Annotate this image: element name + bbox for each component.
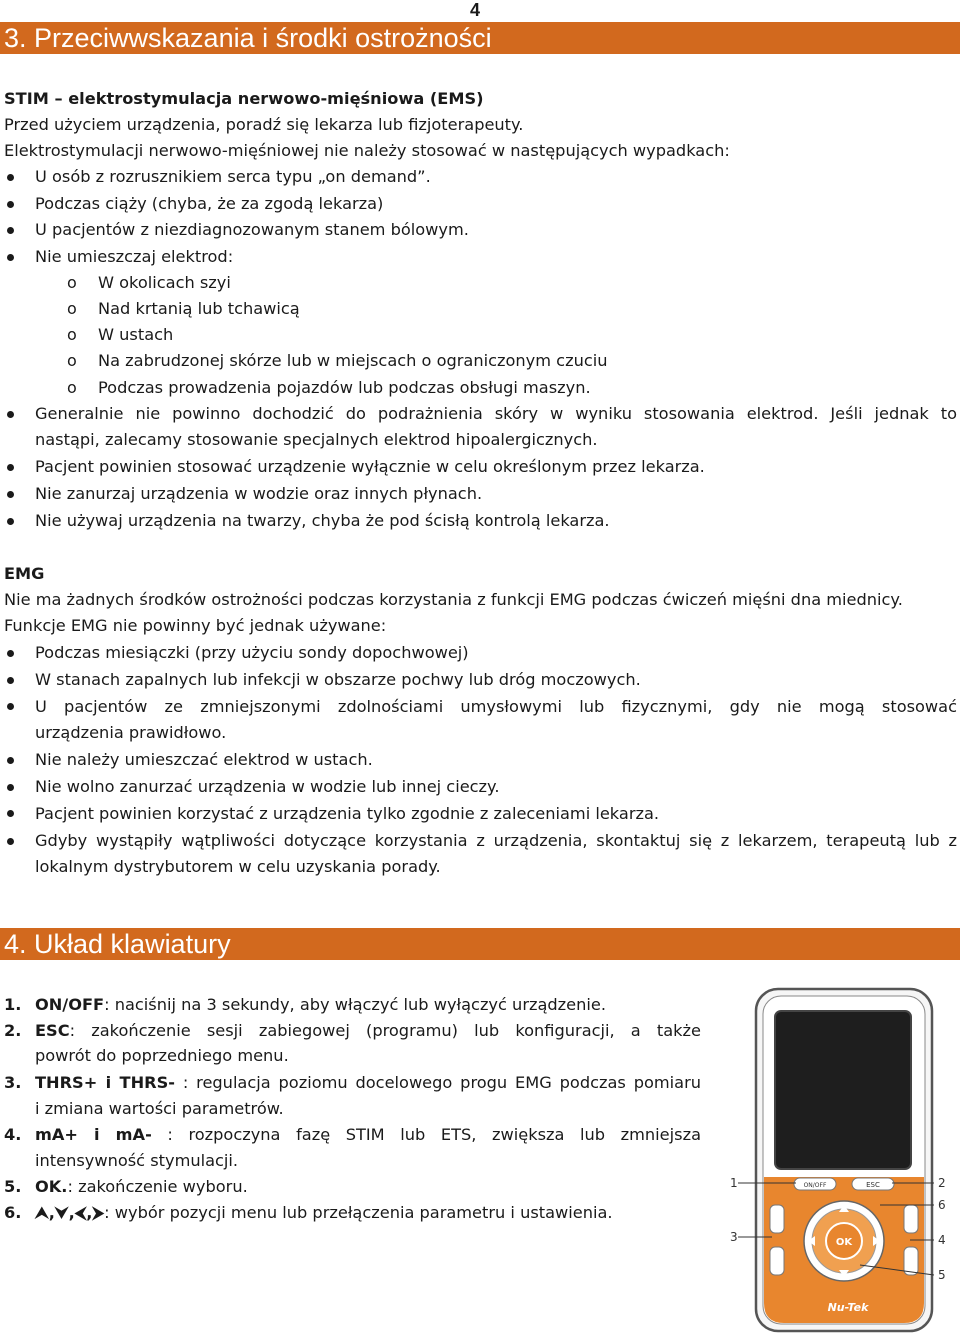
bullet-dot — [7, 757, 14, 764]
device-illustration — [720, 985, 960, 1334]
callout-number: 1 — [730, 1176, 738, 1190]
key-item-number: 3. — [4, 1073, 22, 1092]
emg-bullet-6: Pacjent powinien korzystać z urządzenia tylko zgodnie z zaleceniami lekarza. — [35, 804, 660, 823]
key-item-number: 2. — [4, 1021, 22, 1040]
stim-bullet-5-line2: nastąpi, zalecamy stosowanie specjalnych elektrod hipoalergicznych. — [35, 430, 598, 449]
emg-bullet-3-line1: U pacjentów ze zmniejszonymi zdolnościami umysłowymi lub fizycznymi, gdy nie mogą stosować — [35, 697, 957, 716]
callout-number: 6 — [938, 1198, 946, 1212]
key-item-5 — [35, 1177, 248, 1197]
key-desc: : wybór pozycji menu lub przełączenia parametru i ustawienia. — [104, 1203, 613, 1222]
bullet-dot — [7, 677, 14, 684]
bullet-dot — [7, 254, 14, 261]
key-desc: : zakończenie sesji zabiegowej (programu) lub konfiguracji, a także — [69, 1021, 701, 1040]
bullet-dot — [7, 411, 14, 418]
bullet-dot — [7, 650, 14, 657]
emg-intro-1: Nie ma żadnych środków ostrożności podczas korzystania z funkcji EMG podczas ćwiczeń mięśni dna miednicy. — [4, 590, 903, 609]
key-name: ESC — [35, 1021, 70, 1040]
callout-number: 2 — [938, 1176, 946, 1190]
key-item-3 — [35, 1073, 701, 1093]
sub-bullet-2: Nad krtanią lub tchawicą — [98, 299, 300, 318]
key-name: THRS+ i THRS- — [35, 1073, 175, 1092]
emg-bullet-3-line2: urządzenia prawidłowo. — [35, 723, 227, 742]
emg-bullet-5: Nie wolno zanurzać urządzenia w wodzie lub innej cieczy. — [35, 777, 500, 796]
bullet-dot — [7, 838, 14, 845]
sub-bullet-3: W ustach — [98, 325, 174, 344]
key-item-2 — [35, 1021, 701, 1041]
section-3-title: 3. Przeciwwskazania i środki ostrożności — [0, 22, 960, 54]
stim-intro-2: Elektrostymulacji nerwowo-mięśniowej nie należy stosować w następujących wypadkach: — [4, 141, 730, 160]
stim-bullet-4: Nie umieszczaj elektrod: — [35, 247, 234, 266]
bullet-dot — [7, 174, 14, 181]
circle-bullet: o — [67, 325, 77, 344]
bullet-dot — [7, 464, 14, 471]
circle-bullet: o — [67, 351, 77, 370]
esc-button-label: ESC — [866, 1181, 880, 1189]
key-name: ⮝,⮟,⮜,⮞ — [35, 1203, 105, 1222]
callout-number: 4 — [938, 1233, 946, 1247]
bullet-dot — [7, 227, 14, 234]
sub-bullet-1: W okolicach szyi — [98, 273, 231, 292]
stim-bullet-7: Nie zanurzaj urządzenia w wodzie oraz innych płynach. — [35, 484, 483, 503]
key-name: ON/OFF — [35, 995, 105, 1014]
sub-bullet-4: Na zabrudzonej skórze lub w miejscach o ograniczonym czuciu — [98, 351, 608, 370]
circle-bullet: o — [67, 299, 77, 318]
page-number: 4 — [470, 0, 481, 20]
device-screen — [775, 1011, 911, 1169]
emg-bullet-7-line2: lokalnym dystrybutorem w celu uzyskania porady. — [35, 857, 441, 876]
key-item-4-line2: intensywność stymulacji. — [35, 1151, 239, 1170]
onoff-button-label: ON/OFF — [803, 1182, 827, 1189]
stim-bullet-3: U pacjentów z niezdiagnozowanym stanem bólowym. — [35, 220, 469, 239]
key-desc: : zakończenie wyboru. — [67, 1177, 248, 1196]
thrs-minus-button — [770, 1247, 784, 1275]
circle-bullet: o — [67, 378, 77, 397]
ma-plus-button — [904, 1205, 918, 1233]
key-item-number: 6. — [4, 1203, 22, 1222]
key-item-1 — [35, 995, 606, 1015]
callout-number: 5 — [938, 1268, 946, 1282]
bullet-dot — [7, 518, 14, 525]
emg-bullet-7-line1: Gdyby wystąpiły wątpliwości dotyczące korzystania z urządzenia, skontaktuj się z lekarzem, terapeutą lub z — [35, 831, 957, 850]
emg-heading: EMG — [4, 564, 45, 583]
section-4-title: 4. Układ klawiatury — [0, 928, 960, 960]
emg-bullet-2: W stanach zapalnych lub infekcji w obszarze pochwy lub dróg moczowych. — [35, 670, 641, 689]
bullet-dot — [7, 810, 14, 817]
sub-bullet-5: Podczas prowadzenia pojazdów lub podczas obsługi maszyn. — [98, 378, 591, 397]
bullet-dot — [7, 491, 14, 498]
stim-bullet-5-line1: Generalnie nie powinno dochodzić do podrażnienia skóry w wyniku stosowania elektrod. Jeśli jednak to — [35, 404, 957, 423]
key-desc: : regulacja poziomu docelowego progu EMG podczas pomiaru — [174, 1073, 701, 1092]
emg-bullet-4: Nie należy umieszczać elektrod w ustach. — [35, 750, 373, 769]
stim-bullet-6: Pacjent powinien stosować urządzenie wyłącznie w celu określonym przez lekarza. — [35, 457, 705, 476]
bullet-dot — [7, 201, 14, 208]
stim-intro-1: Przed użyciem urządzenia, poradź się lekarza lub fizjoterapeuty. — [4, 115, 524, 134]
emg-bullet-1: Podczas miesiączki (przy użyciu sondy dopochwowej) — [35, 643, 469, 662]
key-name: mA+ i mA- — [35, 1125, 152, 1144]
stim-heading: STIM – elektrostymulacja nerwowo-mięśniowa (EMS) — [4, 89, 484, 108]
bullet-dot — [7, 703, 14, 710]
key-item-number: 4. — [4, 1125, 22, 1144]
stim-bullet-8: Nie używaj urządzenia na twarzy, chyba że pod ścisłą kontrolą lekarza. — [35, 511, 610, 530]
brand-logo: Nu-Tek — [827, 1301, 869, 1314]
device-svg — [720, 985, 960, 1334]
key-item-number: 5. — [4, 1177, 22, 1196]
stim-bullet-1: U osób z rozrusznikiem serca typu „on demand”. — [35, 167, 431, 186]
circle-bullet: o — [67, 273, 77, 292]
callout-number: 3 — [730, 1230, 738, 1244]
stim-bullet-2: Podczas ciąży (chyba, że za zgodą lekarza) — [35, 194, 384, 213]
emg-intro-2: Funkcje EMG nie powinny być jednak używane: — [4, 616, 387, 635]
key-name: OK. — [35, 1177, 68, 1196]
key-desc: : rozpoczyna fazę STIM lub ETS, zwiększa lub zmniejsza — [151, 1125, 701, 1144]
key-item-number: 1. — [4, 995, 22, 1014]
ok-button-label: OK — [835, 1237, 853, 1248]
key-item-4 — [35, 1125, 701, 1145]
key-item-3-line2: i zmiana wartości parametrów. — [35, 1099, 284, 1118]
thrs-plus-button — [770, 1205, 784, 1233]
key-item-6 — [35, 1203, 613, 1223]
bullet-dot — [7, 784, 14, 791]
key-item-2-line2: powrót do poprzedniego menu. — [35, 1046, 289, 1065]
key-desc: : naciśnij na 3 sekundy, aby włączyć lub wyłączyć urządzenie. — [104, 995, 606, 1014]
